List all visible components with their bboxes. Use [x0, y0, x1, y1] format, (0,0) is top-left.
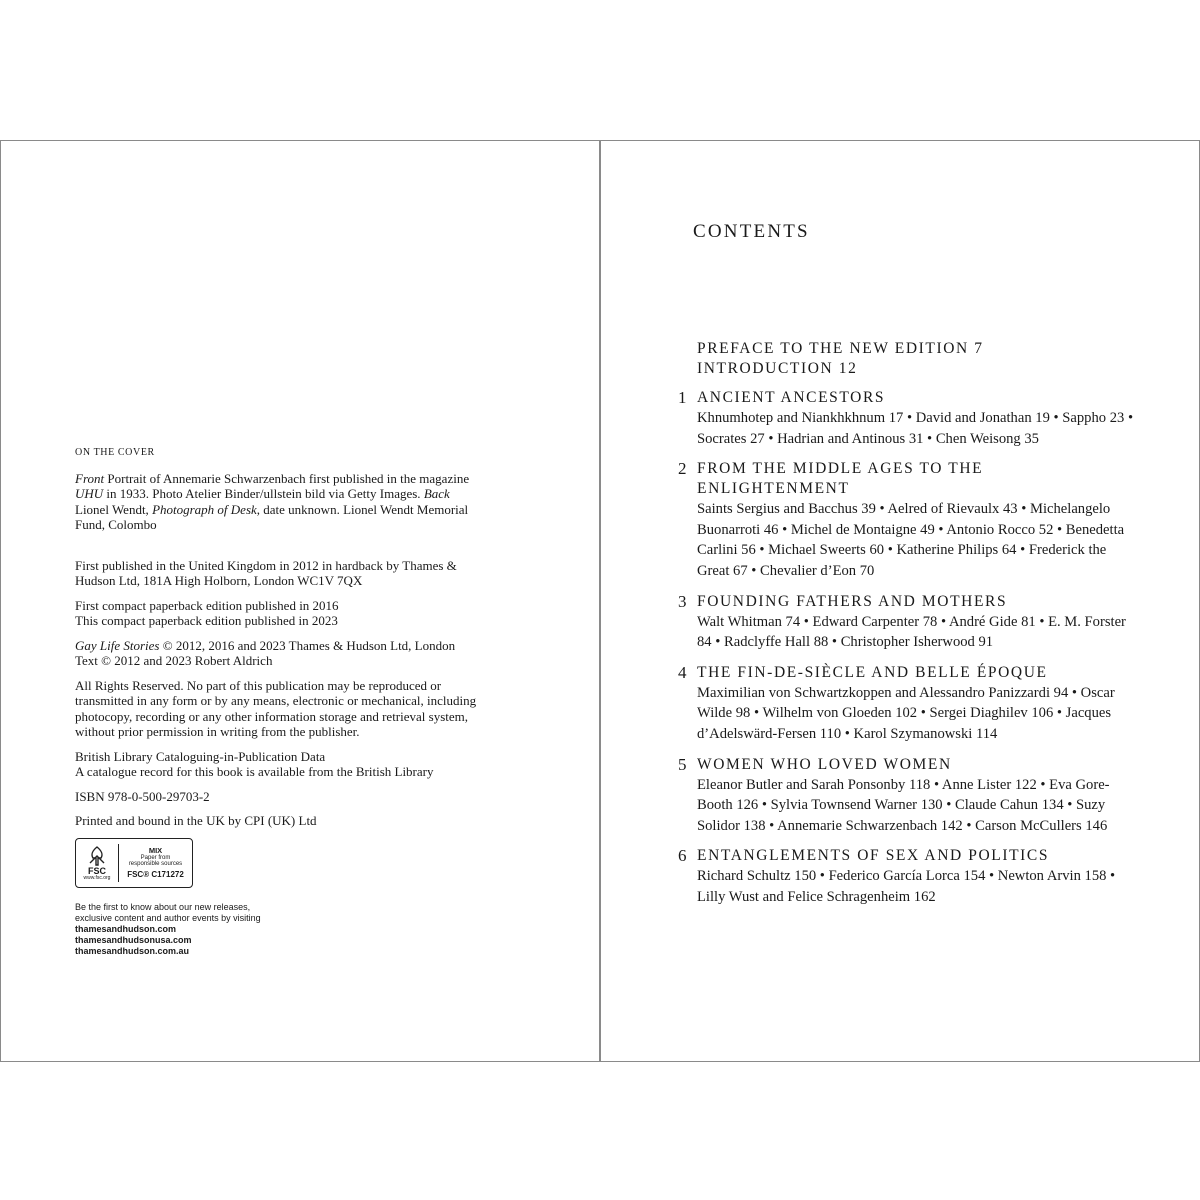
- this-edition: This compact paperback edition published in 2023: [75, 613, 338, 628]
- cip-line-1: British Library Cataloguing-in-Publication Data: [75, 748, 326, 764]
- toc-chapter-3: [678, 591, 1137, 653]
- back-label: Back: [423, 486, 450, 501]
- fsc-url: www.fsc.org: [83, 874, 111, 881]
- chapter-number: 2: [678, 459, 687, 479]
- chapter-title: ENTANGLEMENTS OF SEX AND POLITICS: [697, 847, 1050, 865]
- cover-credits: [75, 471, 485, 533]
- copyright-rest: © 2012, 2016 and 2023 Thames & Hudson Ltd, London: [159, 637, 456, 653]
- edition-info: [75, 598, 485, 629]
- copyright-title: Gay Life Stories: [75, 637, 160, 653]
- chapter-entries: Richard Schultz 150 • Federico García Lorca 154 • Newton Arvin 158 • Lilly Wust and Felice Schragenheim 162: [697, 868, 1116, 905]
- back-text-a: Lionel Wendt,: [75, 501, 153, 517]
- fsc-divider: [118, 844, 119, 882]
- fsc-mix: MIX: [148, 845, 163, 855]
- back-title: Photograph of Desk: [152, 501, 257, 517]
- front-text-a: Portrait of Annemarie Schwarzenbach first published in the magazine: [104, 470, 470, 486]
- chapter-entries: Khnumhotep and Niankhkhnum 17 • David and Jonathan 19 • Sappho 23 • Socrates 27 • Hadrian and Antinous 31 • Chen Weisong 35: [697, 410, 1134, 447]
- chapter-title: ANCIENT ANCESTORS: [697, 389, 886, 406]
- website-au: thamesandhudson.com.au: [75, 945, 190, 956]
- book-spread: [0, 140, 1200, 1062]
- copyright: [75, 638, 485, 669]
- compact-edition: First compact paperback edition published in 2016: [75, 597, 339, 613]
- table-of-contents: [678, 339, 1137, 918]
- cip-line-2: A catalogue record for this book is available from the British Library: [75, 764, 434, 779]
- rights-statement: All Rights Reserved. No part of this publication may be reproduced or transmitted in any form or by any means, electronic or mechanical, including photocopy, recording or any other information storage and retrieval system, without prior permission in writing from the publisher.: [75, 677, 477, 739]
- chapter-number: 5: [678, 754, 687, 774]
- website-uk: thamesandhudson.com: [75, 923, 177, 934]
- toc-introduction: INTRODUCTION 12: [697, 360, 858, 377]
- fsc-logo-text: FSC: [88, 865, 106, 876]
- chapter-number: 4: [678, 662, 687, 682]
- text-copyright: Text © 2012 and 2023 Robert Aldrich: [75, 653, 273, 668]
- front-label: Front: [75, 470, 105, 486]
- chapter-entries: Eleanor Butler and Sarah Ponsonby 118 • Anne Lister 122 • Eva Gore-Booth 126 • Sylvia Townsend Warner 130 • Claude Cahun 134 • Suzy Solidor 138 • Annemarie Schwarzenbach 142 • Carson McCullers 146: [697, 776, 1110, 834]
- chapter-entries: Saints Sergius and Bacchus 39 • Aelred of Rievaulx 43 • Michelangelo Buonarroti 46 • Michel de Montaigne 49 • Antonio Rocco 52 • Benedetta Carlini 56 • Michael Sweerts 60 • Katherine Philips 64 • Frederick the Great 67 • Chevalier d’Eon 70: [697, 501, 1125, 579]
- chapter-entries: Maximilian von Schwartzkoppen and Alessandro Panizzardi 94 • Oscar Wilde 98 • Wilhelm von Gloeden 102 • Sergei Diaghilev 106 • Jacques d’Adelswärd-Fersen 110 • Karol Szymanowski 114: [697, 684, 1115, 742]
- first-published: First published in the United Kingdom in 2012 in hardback by Thames & Hudson Ltd, 181A High Holborn, London WC1V 7QX: [75, 557, 457, 588]
- chapter-title: FROM THE MIDDLE AGES TO THE ENLIGHTENMENT: [697, 460, 984, 498]
- chapter-number: 6: [678, 846, 687, 866]
- fsc-info: [125, 846, 186, 880]
- fsc-label: [75, 838, 193, 888]
- toc-chapter-4: [678, 662, 1137, 745]
- magazine-title: UHU: [75, 486, 104, 501]
- cip-data: [75, 749, 485, 780]
- contents-title: CONTENTS: [693, 221, 810, 242]
- left-page-edge: [0, 141, 1, 1061]
- fsc-logo: [82, 845, 112, 881]
- cover-heading: ON THE COVER: [75, 447, 155, 458]
- toc-chapter-1: [678, 388, 1137, 449]
- toc-chapter-2: [678, 459, 1137, 581]
- chapter-title: FOUNDING FATHERS AND MOTHERS: [697, 592, 1008, 610]
- isbn: ISBN 978-0-500-29703-2: [75, 788, 210, 804]
- chapter-title: WOMEN WHO LOVED WOMEN: [697, 755, 952, 773]
- chapter-number: 3: [678, 591, 687, 611]
- promo-text: Be the first to know about our new releases, exclusive content and author events by visiting: [75, 901, 261, 923]
- front-text-b: in 1933. Photo Atelier Binder/ullstein bild via Getty Images.: [103, 486, 424, 501]
- toc-preface: PREFACE TO THE NEW EDITION 7: [697, 340, 984, 357]
- chapter-title: THE FIN-DE-SIÈCLE AND BELLE ÉPOQUE: [697, 663, 1048, 681]
- fsc-tree-icon: [86, 845, 108, 867]
- fsc-desc: Paper from responsible sources: [128, 854, 183, 867]
- imprint-page: [75, 445, 485, 957]
- toc-chapter-5: [678, 754, 1137, 837]
- chapter-number: 1: [678, 388, 687, 407]
- fsc-code: FSC® C171272: [127, 869, 184, 879]
- chapter-entries: Walt Whitman 74 • Edward Carpenter 78 • André Gide 81 • E. M. Forster 84 • Radclyffe Hall 88 • Christopher Isherwood 91: [697, 613, 1126, 651]
- back-text-b: , date unknown. Lionel Wendt Memorial Fund, Colombo: [75, 501, 469, 532]
- printed-by: Printed and bound in the UK by CPI (UK) Ltd: [75, 813, 317, 828]
- page-gutter: [599, 141, 601, 1061]
- toc-chapter-6: [678, 846, 1137, 907]
- website-usa: thamesandhudsonusa.com: [75, 934, 192, 945]
